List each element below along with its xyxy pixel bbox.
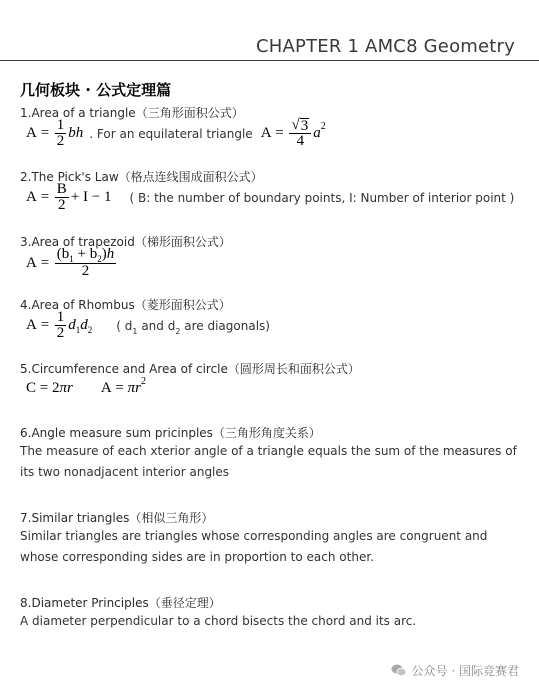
item-2-note: ( B: the number of boundary points, I: Number of interior point ) xyxy=(129,190,515,205)
item-6-title: 6.Angle measure sum pricinples（三角形角度关系） xyxy=(20,426,321,440)
item-8-title: 8.Diameter Principles（垂径定理） xyxy=(20,596,221,610)
formula-triangle-area: A = $\frac{1}{2}$ bh . For an equilateral triangle A = √ 3 4 a 2 xyxy=(26,117,326,149)
item-3-title: 3.Area of trapezoid（梯形面积公式） xyxy=(20,235,231,249)
item-8-text: A diameter perpendicular to a chord bisects the chord and its arc. xyxy=(20,614,417,628)
item-2-title: 2.The Pick's Law（格点连线围成面积公式） xyxy=(20,170,263,184)
formula-trapezoid-area: A = $\frac{(b_1 + b_2)h}{2}$ xyxy=(26,246,115,279)
header-rule xyxy=(0,60,539,61)
formula-rhombus-area: A = $\frac{1}{2}$ d 1 d 2 ( $d_1$ and $d_2$ are diagonals) xyxy=(26,309,270,341)
formula-circle: C = 2πr A = πr 2 xyxy=(26,376,146,396)
wechat-icon xyxy=(391,664,407,677)
formula-picks-law: A = $\frac{B}{2}$ + I − 1 ( B: the number of boundary points, I: Number of interior point ) xyxy=(26,181,515,213)
chapter-title: CHAPTER 1 AMC8 Geometry xyxy=(256,36,515,57)
watermark-text: 公众号 · 国际竞赛君 xyxy=(411,664,519,678)
item-6-text: The measure of each xterior angle of a triangle equals the sum of the measures of its two nonadjacent interior angles xyxy=(20,444,517,479)
item-7-title: 7.Similar triangles（相似三角形） xyxy=(20,511,214,525)
item-7-text: Similar triangles are triangles whose corresponding angles are congruent and whose corresponding sides are in proportion to each other. xyxy=(20,529,488,564)
item-5-title: 5.Circumference and Area of circle（圆形周长和面积公式） xyxy=(20,362,360,376)
section-title: 几何板块 · 公式定理篇 xyxy=(20,81,172,99)
page-header xyxy=(0,30,539,62)
watermark xyxy=(391,662,519,679)
item-4-title: 4.Area of Rhombus（菱形面积公式） xyxy=(20,298,231,312)
item-1-title: 1.Area of a triangle（三角形面积公式） xyxy=(20,106,244,120)
item-1-note: . For an equilateral triangle xyxy=(89,126,253,141)
item-4-note: ( $d_1$ and $d_2$ are diagonals) xyxy=(116,318,270,336)
